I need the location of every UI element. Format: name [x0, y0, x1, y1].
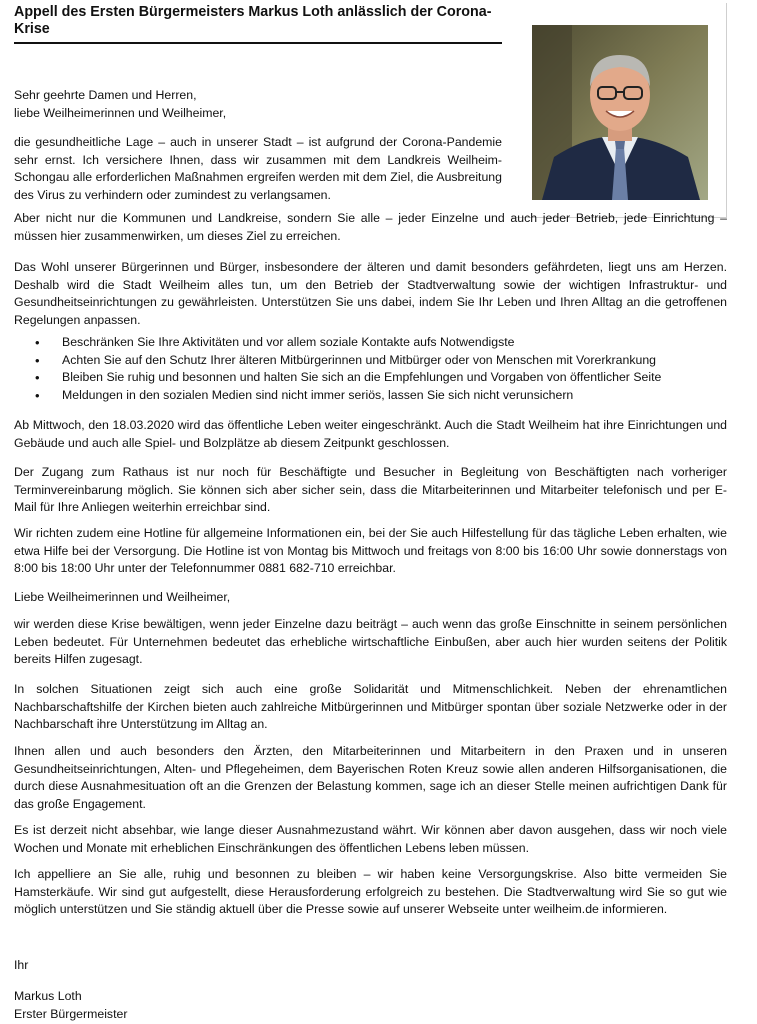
- paragraph-10: Ihnen allen und auch besonders den Ärzten, den Mitarbeiterinnen und Mitarbeitern in den Praxen und in unseren Gesundheitseinrichtungen, Alten- und Pflegeheimen, dem Bayerischen Roten Kreuz sowie allen anderen Hilfsorganisationen, die durch diese Ausnahmesituation oft an die Grenzen der Belastung kommen, sage ich an dieser Stelle meinen aufrichtigen Dank für das große Engagement.: [14, 744, 727, 811]
- signature-role: Erster Bürgermeister: [14, 1006, 128, 1021]
- portrait-frame: [512, 3, 727, 218]
- paragraph-7: Liebe Weilheimerinnen und Weilheimer,: [14, 590, 231, 604]
- title-divider: [14, 42, 502, 44]
- page-title: Appell des Ersten Bürgermeisters Markus Loth anlässlich der Corona-Krise: [14, 4, 492, 37]
- signature-name: Markus Loth: [14, 989, 82, 1003]
- paragraph-5: Der Zugang zum Rathaus ist nur noch für Beschäftigte und Besucher in Begleitung von Beschäftigten nach vorheriger Terminvereinbarung möglich. Sie können sich aber sicher sein, dass die Mitarbeiterinnen und Mitarbeiter telefonisch und per E-Mail für Ihre Anliegen weiterhin erreichbar sind.: [14, 465, 727, 514]
- paragraph-8: wir werden diese Krise bewältigen, wenn jeder Einzelne dazu beiträgt – auch wenn das große Einschnitte in seinem persönlichen Leben bedeutet. Für Unternehmen bedeutet das erhebliche wirtschaftliche Einbußen, aber auch hier wurden seitens der Politik bereits Hilfen zugesagt.: [14, 617, 727, 666]
- list-item: • Beschränken Sie Ihre Aktivitäten und vor allem soziale Kontakte aufs Notwendigste: [14, 334, 727, 352]
- salutation-line-1: Sehr geehrte Damen und Herren,: [14, 88, 197, 102]
- paragraph-3: Das Wohl unserer Bürgerinnen und Bürger, insbesondere der älteren und damit besonders gefährdeten, liegt uns am Herzen. Deshalb wird die Stadt Weilheim alles tun, um den Betrieb der Stadtverwaltung sowie der wichtigen Infrastruktur- und Gesundheitseinrichtungen zu gewährleisten. Unterstützen Sie uns dabei, indem Sie Ihr Leben und Ihren Alltag an die getroffenen Regelungen anpassen.: [14, 260, 727, 327]
- list-item: • Meldungen in den sozialen Medien sind nicht immer seriös, lassen Sie sich nicht verunsichern: [14, 387, 727, 405]
- portrait-illustration: [532, 25, 708, 200]
- list-item: • Bleiben Sie ruhig und besonnen und halten Sie sich an die Empfehlungen und Vorgaben von öffentlicher Seite: [14, 369, 727, 387]
- bullet-list: [14, 334, 727, 404]
- salutation: [14, 87, 502, 122]
- paragraph-1: die gesundheitliche Lage – auch in unserer Stadt – ist aufgrund der Corona-Pandemie sehr ernst. Ich versichere Ihnen, dass wir zusammen mit dem Landkreis Weilheim-Schongau alle erforderlichen Maßnahmen ergreifen werden mit dem Ziel, die Ausbreitung des Virus zu verhindern oder zumindest zu verlangsamen.: [14, 135, 502, 202]
- paragraph-2: Aber nicht nur die Kommunen und Landkreise, sondern Sie alle – jeder Einzelne und auch jeder Betrieb, jede Einrichtung – müssen hier zusammenwirken, um dieses Ziel zu erreichen.: [14, 211, 727, 243]
- signature: [14, 988, 727, 1023]
- salutation-line-2: liebe Weilheimerinnen und Weilheimer,: [14, 105, 227, 120]
- portrait-photo-icon: [532, 25, 708, 200]
- closing: Ihr: [14, 958, 29, 972]
- paragraph-4: Ab Mittwoch, den 18.03.2020 wird das öffentliche Leben weiter eingeschränkt. Auch die Stadt Weilheim hat ihre Einrichtungen und Gebäude und auch alle Spiel- und Bolzplätze ab diesem Zeitpunkt geschlossen.: [14, 418, 727, 450]
- list-item: • Achten Sie auf den Schutz Ihrer älteren Mitbürgerinnen und Mitbürger oder von Menschen mit Vorerkrankung: [14, 352, 727, 370]
- paragraph-12: Ich appelliere an Sie alle, ruhig und besonnen zu bleiben – wir haben keine Versorgungskrise. Also bitte vermeiden Sie Hamsterkäufe. Wir sind gut aufgestellt, diese Herausforderung erfolgreich zu bestehen. Die Stadtverwaltung wird Sie so gut wie möglich unterstützen und Sie ständig aktuell über die Presse sowie auf unserer Webseite unter weilheim.de informieren.: [14, 867, 727, 916]
- paragraph-6: Wir richten zudem eine Hotline für allgemeine Informationen ein, bei der Sie auch Hilfestellung für das tägliche Leben erhalten, wie etwa Hilfe bei der Versorgung. Die Hotline ist von Montag bis Mittwoch und freitags von 8:00 bis 16:00 Uhr sowie donnerstags von 8:00 bis 18:00 Uhr unter der Telefonnummer 0881 682-710 erreichbar.: [14, 526, 727, 575]
- paragraph-9: In solchen Situationen zeigt sich auch eine große Solidarität und Mitmenschlichkeit. Neben der ehrenamtlichen Nachbarschaftshilfe der Kirchen bieten auch zahlreiche Mitbürgerinnen und Mitbürger spontan über soziale Netzwerke oder in der Nachbarschaft ihre Unterstützung im Alltag an.: [14, 682, 727, 731]
- paragraph-11: Es ist derzeit nicht absehbar, wie lange dieser Ausnahmezustand währt. Wir können aber davon ausgehen, dass wir noch viele Wochen und Monate mit erheblichen Einschränkungen des öffentlichen Lebens leben müssen.: [14, 823, 727, 855]
